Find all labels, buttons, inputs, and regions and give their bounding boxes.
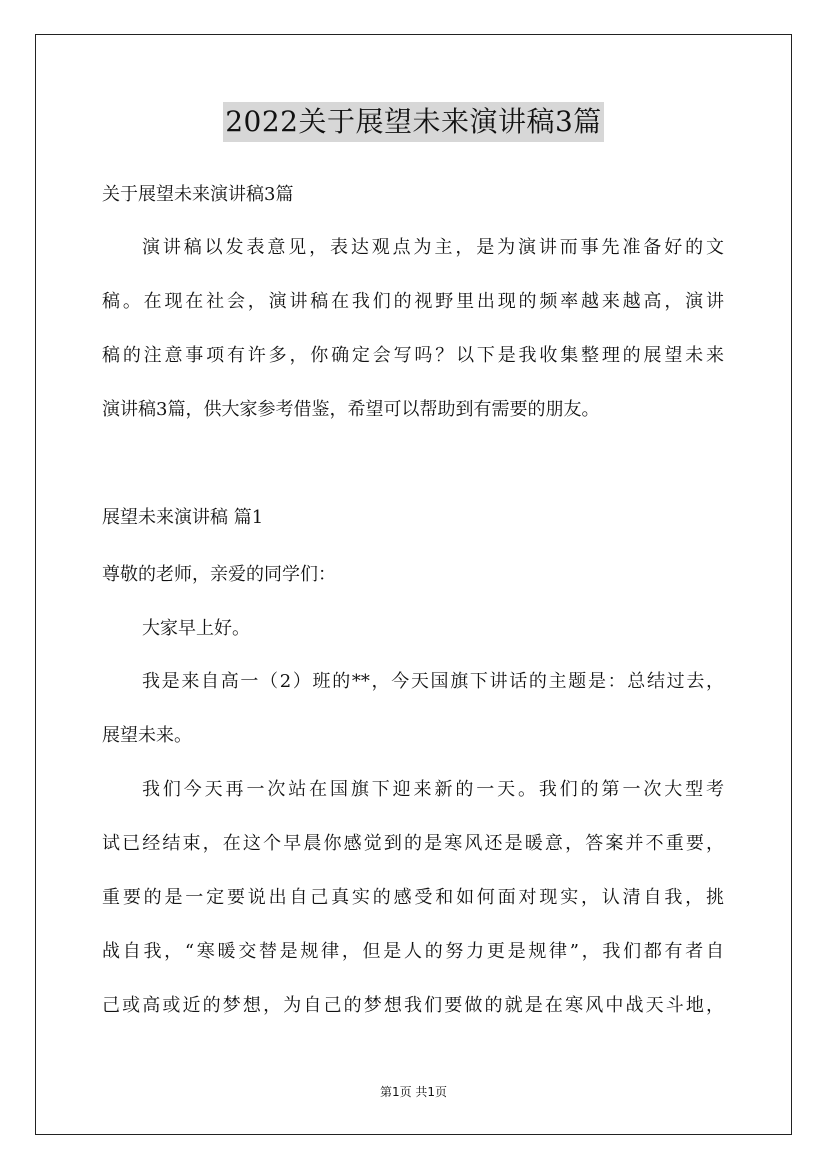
intro-line: 稿。在现在社会，演讲稿在我们的视野里出现的频率越来越高，演讲 <box>102 291 724 312</box>
greeting: 大家早上好。 <box>142 618 250 639</box>
page-footer: 第1页 共1页 <box>379 1085 448 1099</box>
intro-line: 稿的注意事项有许多，你确定会写吗？以下是我收集整理的展望未来 <box>102 345 724 366</box>
intro-line: 演讲稿以发表意见，表达观点为主，是为演讲而事先准备好的文 <box>142 237 724 258</box>
paragraph-line: 展望未来。 <box>102 725 192 746</box>
intro-line: 演讲稿3篇，供大家参考借鉴，希望可以帮助到有需要的朋友。 <box>102 399 600 420</box>
salutation: 尊敬的老师，亲爱的同学们： <box>102 564 336 585</box>
paragraph-line: 重要的是一定要说出自己真实的感受和如何面对现实，认清自我，挑 <box>102 887 724 908</box>
paragraph-line: 我们今天再一次站在国旗下迎来新的一天。我们的第一次大型考 <box>142 779 724 800</box>
paragraph-line: 我是来自高一（2）班的**，今天国旗下讲话的主题是：总结过去， <box>142 671 724 692</box>
paragraph-line: 己或高或近的梦想，为自己的梦想我们要做的就是在寒风中战天斗地， <box>102 995 724 1016</box>
title-container <box>0 102 827 142</box>
paragraph-line: 战自我，“寒暖交替是规律，但是人的努力更是规律”，我们都有者自 <box>102 941 724 962</box>
document-title: 2022关于展望未来演讲稿3篇 <box>223 102 604 142</box>
section-heading: 展望未来演讲稿 篇1 <box>102 507 264 528</box>
paragraph-line: 试已经结束，在这个早晨你感觉到的是寒风还是暖意，答案并不重要， <box>102 833 724 854</box>
document-subtitle: 关于展望未来演讲稿3篇 <box>102 184 294 205</box>
